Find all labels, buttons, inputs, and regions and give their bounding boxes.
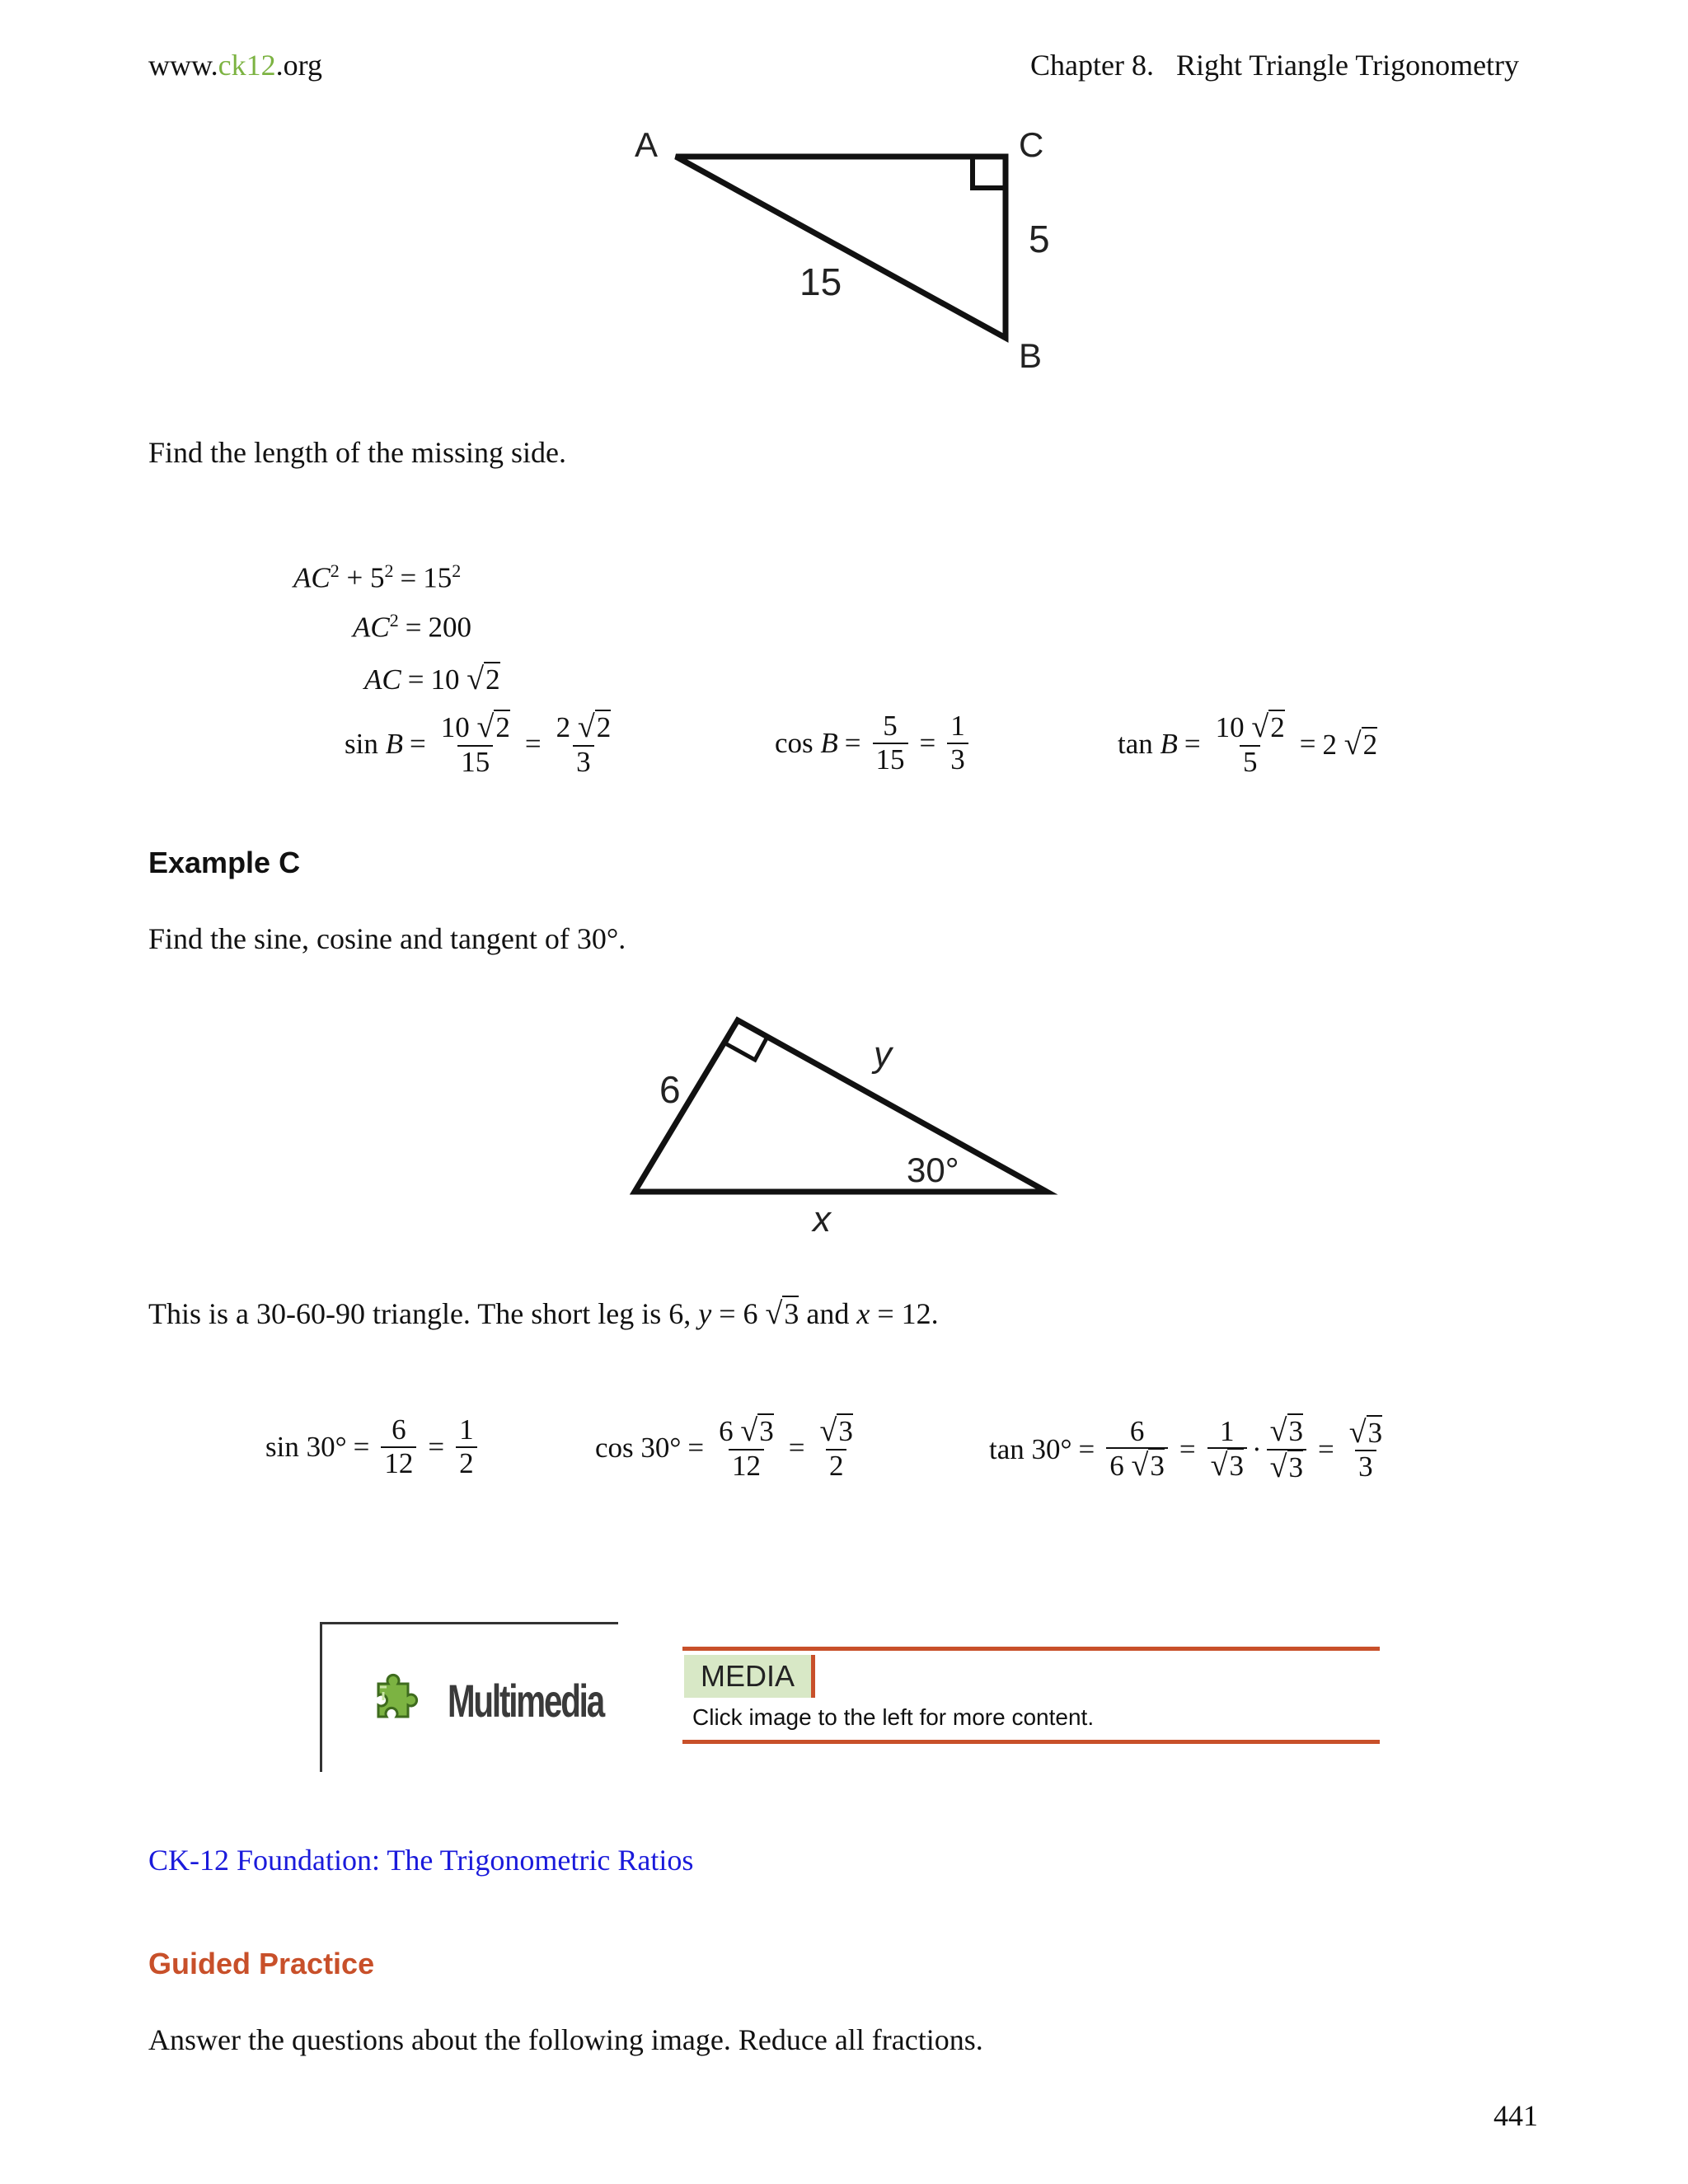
pythag-line-2: $AC^2 = 200$	[353, 610, 471, 644]
chapter-number: Chapter 8.	[1030, 49, 1154, 82]
hypotenuse-label: 15	[799, 260, 842, 303]
sin-b-equation: sin B = $\frac{10 √2}{15}$ = $\frac{2 √2}{3}$	[345, 710, 612, 778]
triangle-figure-30-60-90	[610, 997, 1071, 1244]
angle-label: 30°	[907, 1151, 959, 1189]
site-suffix: .org	[275, 49, 322, 82]
short-leg-label: 6	[659, 1068, 681, 1111]
media-caption: Click image to the left for more content.	[692, 1704, 1095, 1730]
pythag-line-1: $AC^2 + 5^2 = 15^2$	[293, 560, 462, 594]
pythag-line-3: AC = 10 √2	[364, 662, 500, 696]
media-top-rule	[682, 1647, 1380, 1651]
page-number: 441	[1493, 2099, 1538, 2132]
puzzle-piece-icon	[362, 1672, 424, 1735]
triangle-figure-abc	[610, 115, 1104, 387]
sin-30-equation: sin 30° = $\frac{6}{12}$ = $\frac{1}{2}$	[265, 1414, 482, 1479]
media-tag: MEDIA	[684, 1655, 815, 1698]
site-url[interactable]	[148, 48, 322, 82]
chapter-header	[1030, 48, 1519, 82]
media-info-box	[682, 1647, 1380, 1744]
side-bc-label: 5	[1029, 218, 1050, 260]
example-b-prompt: Find the length of the missing side.	[148, 436, 566, 469]
chapter-title: Right Triangle Trigonometry	[1175, 49, 1520, 82]
media-bottom-rule	[682, 1740, 1380, 1744]
cos-b-equation: cos B = $\frac{5}{15}$ = $\frac{1}{3}$	[775, 710, 973, 776]
multimedia-label: Multimedia	[448, 1675, 603, 1727]
tan-30-equation: tan 30° = $\frac{6}{6 √3}$ = $\frac{1}{√3}$ · $\frac{√3}{√3}$ = $\frac{√3}{3}$	[989, 1413, 1383, 1484]
multimedia-thumbnail[interactable]	[320, 1622, 618, 1772]
example-c-prompt: Find the sine, cosine and tangent of 30°.	[148, 922, 626, 955]
long-leg-label: y	[874, 1034, 892, 1075]
guided-practice-heading: Guided Practice	[148, 1947, 375, 1980]
media-link[interactable]: CK-12 Foundation: The Trigonometric Ratios	[148, 1844, 694, 1877]
tan-b-equation: tan B = $\frac{10 √2}{5}$ = 2 √2	[1118, 710, 1378, 778]
site-brand: ck12	[218, 49, 276, 82]
example-c-explanation: This is a 30-60-90 triangle. The short leg is 6, y = 6 √3 and x = 12.	[148, 1296, 939, 1331]
cos-30-equation: cos 30° = $\frac{6 √3}{12}$ = $\frac{√3}{2}$	[595, 1413, 853, 1482]
hypotenuse-x-label: x	[813, 1199, 831, 1240]
site-prefix: www.	[148, 49, 218, 82]
vertex-b-label: B	[1019, 336, 1043, 375]
vertex-a-label: A	[635, 125, 659, 164]
vertex-c-label: C	[1019, 125, 1044, 164]
guided-practice-prompt: Answer the questions about the following image. Reduce all fractions.	[148, 2023, 983, 2056]
example-c-heading: Example C	[148, 846, 301, 879]
